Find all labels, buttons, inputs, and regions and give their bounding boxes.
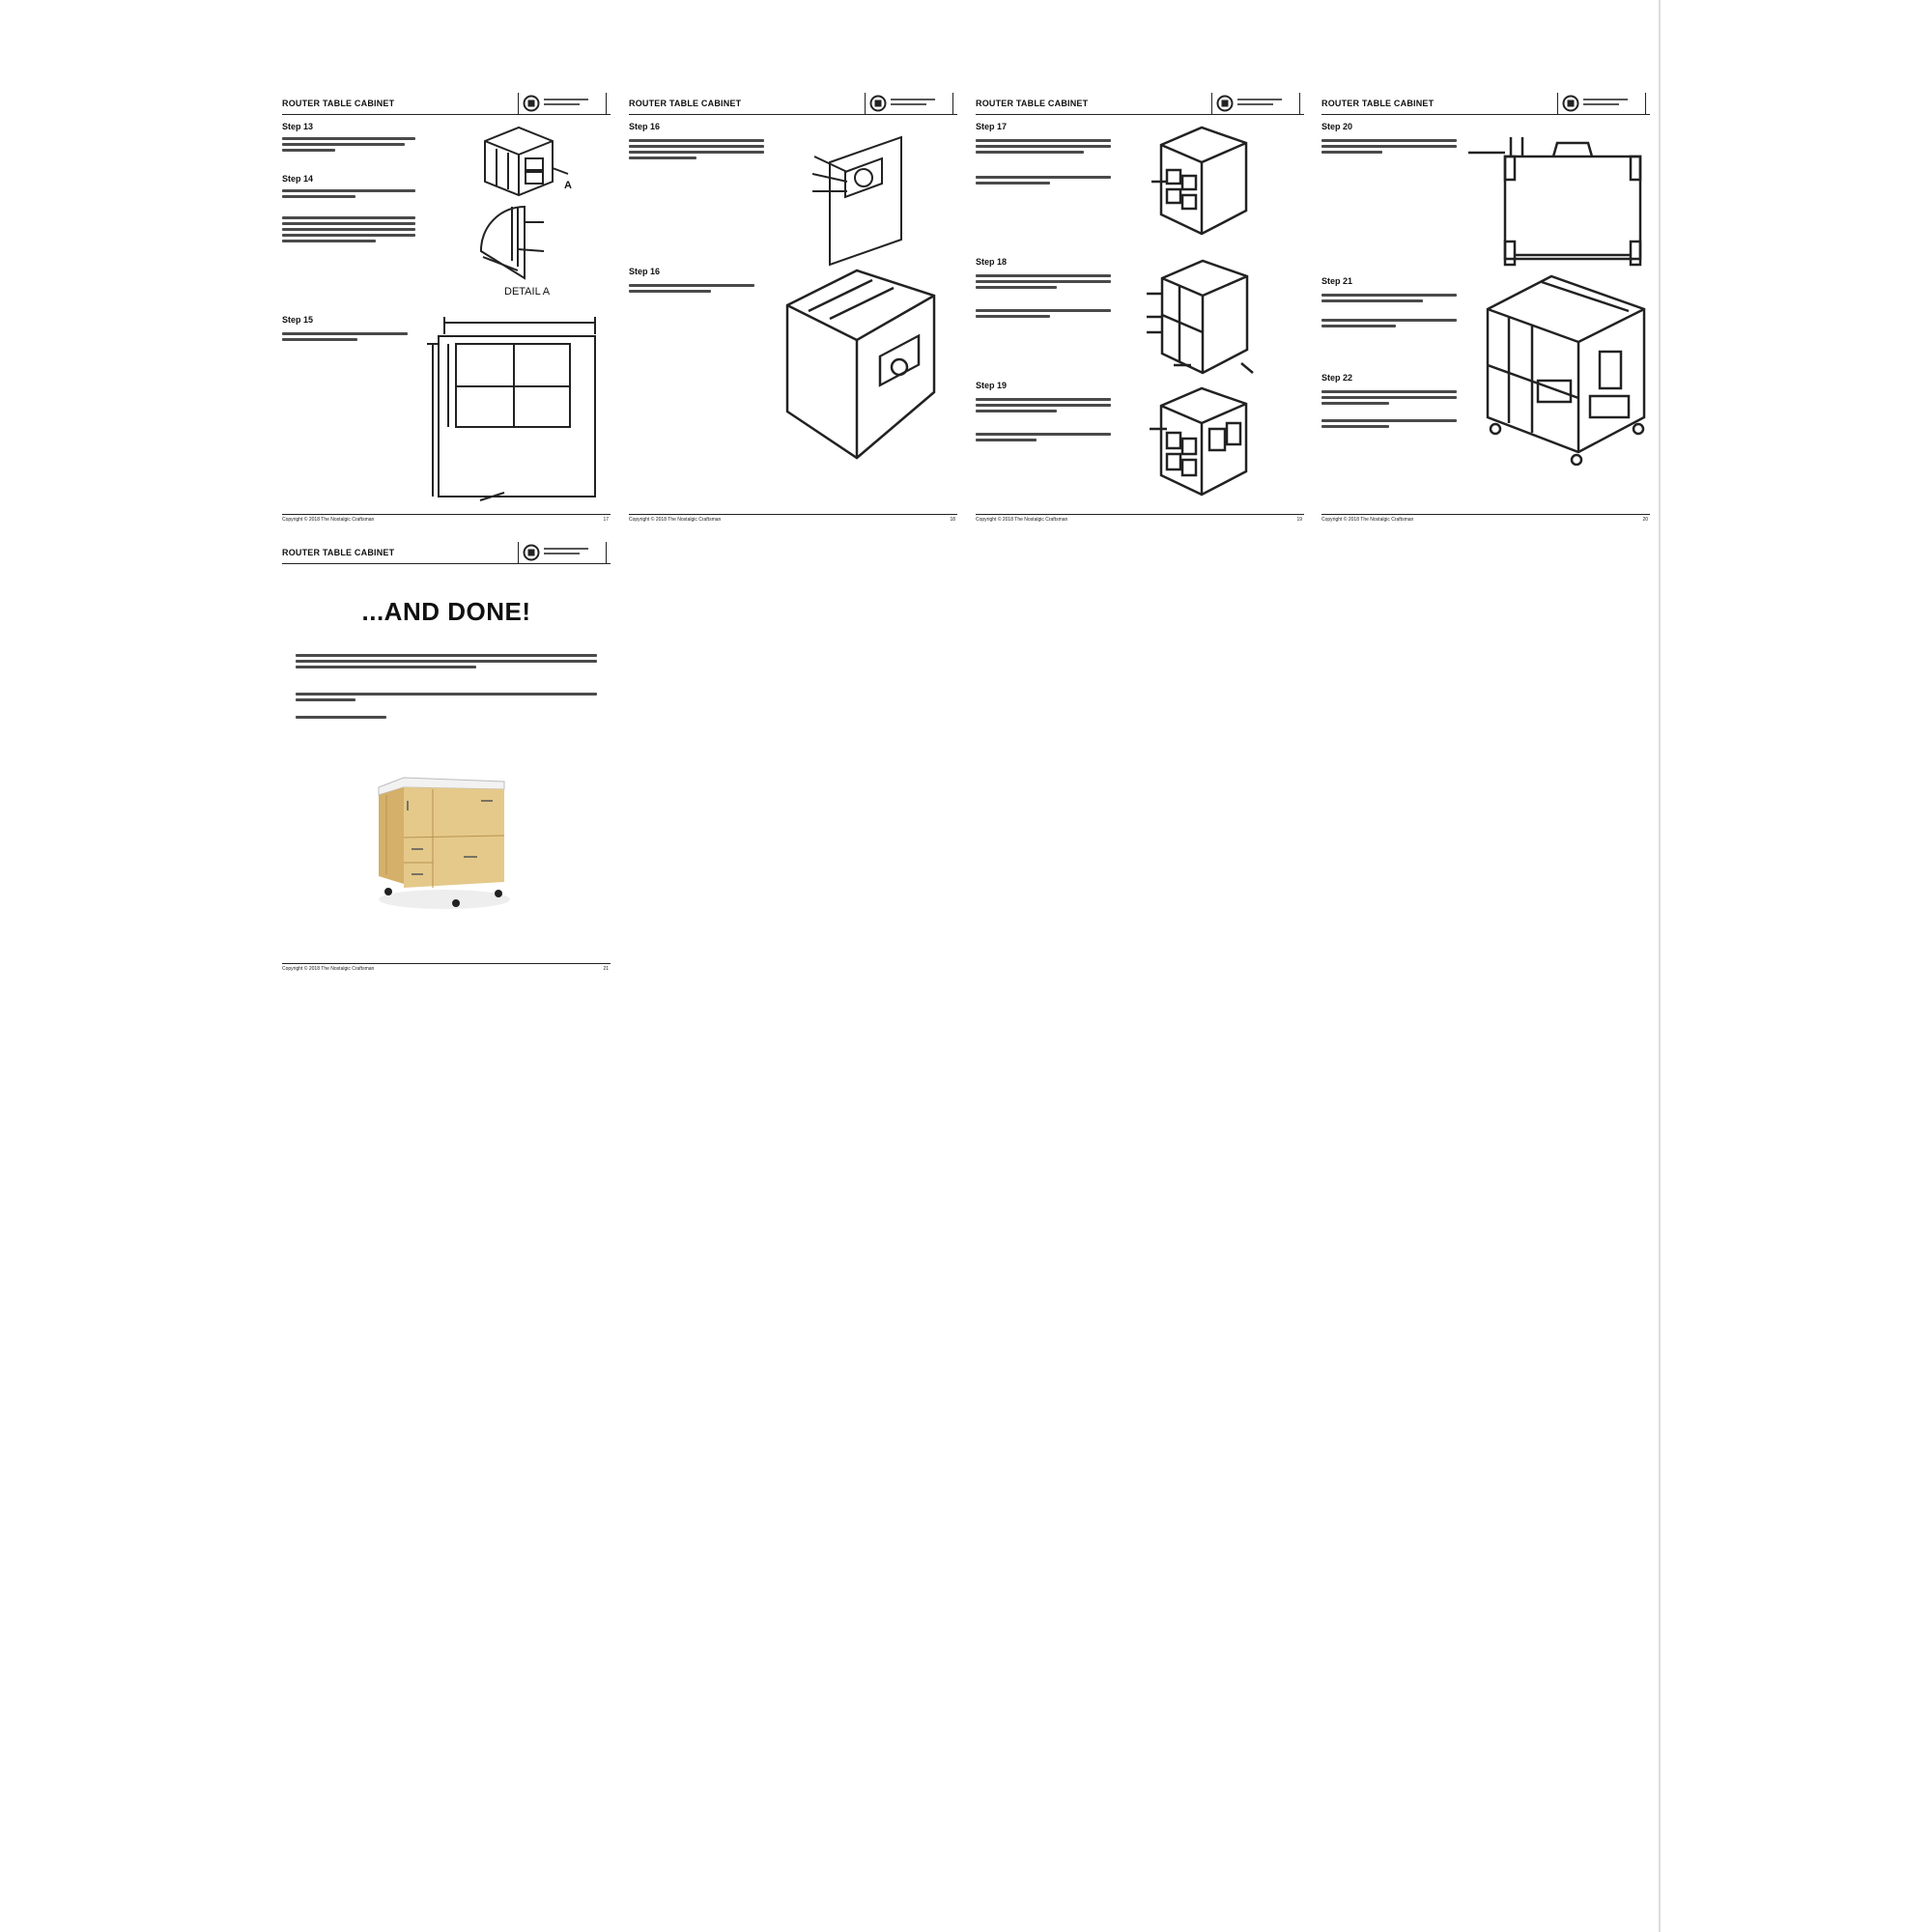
step-heading: Step 19 bbox=[976, 381, 1008, 390]
step-text bbox=[629, 284, 754, 296]
closing-heading: ...AND DONE! bbox=[361, 597, 531, 626]
step-text bbox=[629, 139, 764, 162]
page-footer bbox=[976, 514, 1304, 525]
copyright-text: Copyright © 2018 The Nostalgic Craftsman bbox=[282, 517, 375, 523]
step-heading: Step 21 bbox=[1321, 276, 1353, 286]
step-text bbox=[1321, 419, 1457, 431]
closing-paragraph bbox=[296, 716, 597, 722]
router-plate-panel-figure bbox=[812, 133, 909, 269]
document-page-19 bbox=[976, 95, 1304, 525]
logo-icon bbox=[1562, 95, 1579, 112]
step-text bbox=[282, 332, 408, 344]
step-text bbox=[282, 189, 415, 201]
viewer-right-divider bbox=[1659, 0, 1661, 1932]
page-number: 21 bbox=[603, 966, 609, 972]
logo-icon bbox=[1216, 95, 1234, 112]
cabinet-box-figure bbox=[783, 267, 957, 460]
page-header bbox=[976, 95, 1304, 115]
publisher-logo bbox=[865, 93, 953, 114]
copyright-text: Copyright © 2018 The Nostalgic Craftsman bbox=[1321, 517, 1414, 523]
callout-label: A bbox=[564, 180, 572, 191]
cabinet-doors-figure bbox=[1145, 257, 1270, 383]
step-text bbox=[1321, 139, 1457, 156]
page-header bbox=[1321, 95, 1650, 115]
document-page-17 bbox=[282, 95, 611, 525]
cabinet-dividers-figure bbox=[1150, 124, 1265, 240]
finished-cabinet-line-figure bbox=[1484, 272, 1650, 466]
detail-a-figure bbox=[471, 203, 568, 280]
detail-label: DETAIL A bbox=[504, 286, 551, 298]
logo-icon bbox=[523, 95, 540, 112]
page-header bbox=[282, 544, 611, 564]
document-page-18 bbox=[629, 95, 957, 525]
page-header-title: ROUTER TABLE CABINET bbox=[282, 99, 395, 108]
step-heading: Step 20 bbox=[1321, 122, 1353, 131]
step-text bbox=[976, 398, 1111, 415]
page-number: 19 bbox=[1296, 517, 1302, 523]
step-text bbox=[1321, 294, 1457, 305]
step-heading: Step 16 bbox=[629, 267, 661, 276]
page-number: 20 bbox=[1642, 517, 1648, 523]
finished-cabinet-photo bbox=[369, 768, 514, 913]
step-text bbox=[976, 433, 1111, 444]
page-footer bbox=[1321, 514, 1650, 525]
panel-layout-figure bbox=[427, 315, 611, 508]
step-text bbox=[976, 309, 1111, 321]
step-text bbox=[976, 176, 1111, 187]
logo-icon bbox=[523, 544, 540, 561]
page-header-title: ROUTER TABLE CABINET bbox=[1321, 99, 1435, 108]
copyright-text: Copyright © 2018 The Nostalgic Craftsman bbox=[282, 966, 375, 972]
page-header-title: ROUTER TABLE CABINET bbox=[976, 99, 1089, 108]
step-text bbox=[1321, 319, 1457, 330]
step-heading: Step 22 bbox=[1321, 373, 1353, 383]
document-page-21 bbox=[282, 544, 611, 974]
publisher-logo bbox=[518, 93, 607, 114]
step-heading: Step 13 bbox=[282, 122, 314, 131]
step-heading: Step 16 bbox=[629, 122, 661, 131]
cabinet-drawers-figure bbox=[1150, 384, 1265, 500]
page-number: 18 bbox=[950, 517, 955, 523]
page-footer bbox=[282, 514, 611, 525]
step-heading: Step 14 bbox=[282, 174, 314, 184]
page-footer bbox=[282, 963, 611, 974]
copyright-text: Copyright © 2018 The Nostalgic Craftsman bbox=[629, 517, 722, 523]
publisher-logo bbox=[1557, 93, 1646, 114]
closing-paragraph bbox=[296, 654, 597, 671]
step-text bbox=[1321, 390, 1457, 408]
step-text bbox=[976, 139, 1111, 156]
page-header-title: ROUTER TABLE CABINET bbox=[629, 99, 742, 108]
step-heading: Step 15 bbox=[282, 315, 314, 325]
step-heading: Step 17 bbox=[976, 122, 1008, 131]
page-header bbox=[282, 95, 611, 115]
closing-paragraph bbox=[296, 693, 597, 704]
page-footer bbox=[629, 514, 957, 525]
step-text bbox=[976, 274, 1111, 292]
publisher-logo bbox=[1211, 93, 1300, 114]
page-header-title: ROUTER TABLE CABINET bbox=[282, 548, 395, 557]
step-heading: Step 18 bbox=[976, 257, 1008, 267]
page-number: 17 bbox=[603, 517, 609, 523]
step-text bbox=[282, 216, 415, 245]
casters-bottom-figure bbox=[1466, 128, 1650, 272]
document-page-20 bbox=[1321, 95, 1650, 525]
logo-icon bbox=[869, 95, 887, 112]
page-header bbox=[629, 95, 957, 115]
step-text bbox=[282, 137, 415, 155]
publisher-logo bbox=[518, 542, 607, 563]
copyright-text: Copyright © 2018 The Nostalgic Craftsman bbox=[976, 517, 1068, 523]
